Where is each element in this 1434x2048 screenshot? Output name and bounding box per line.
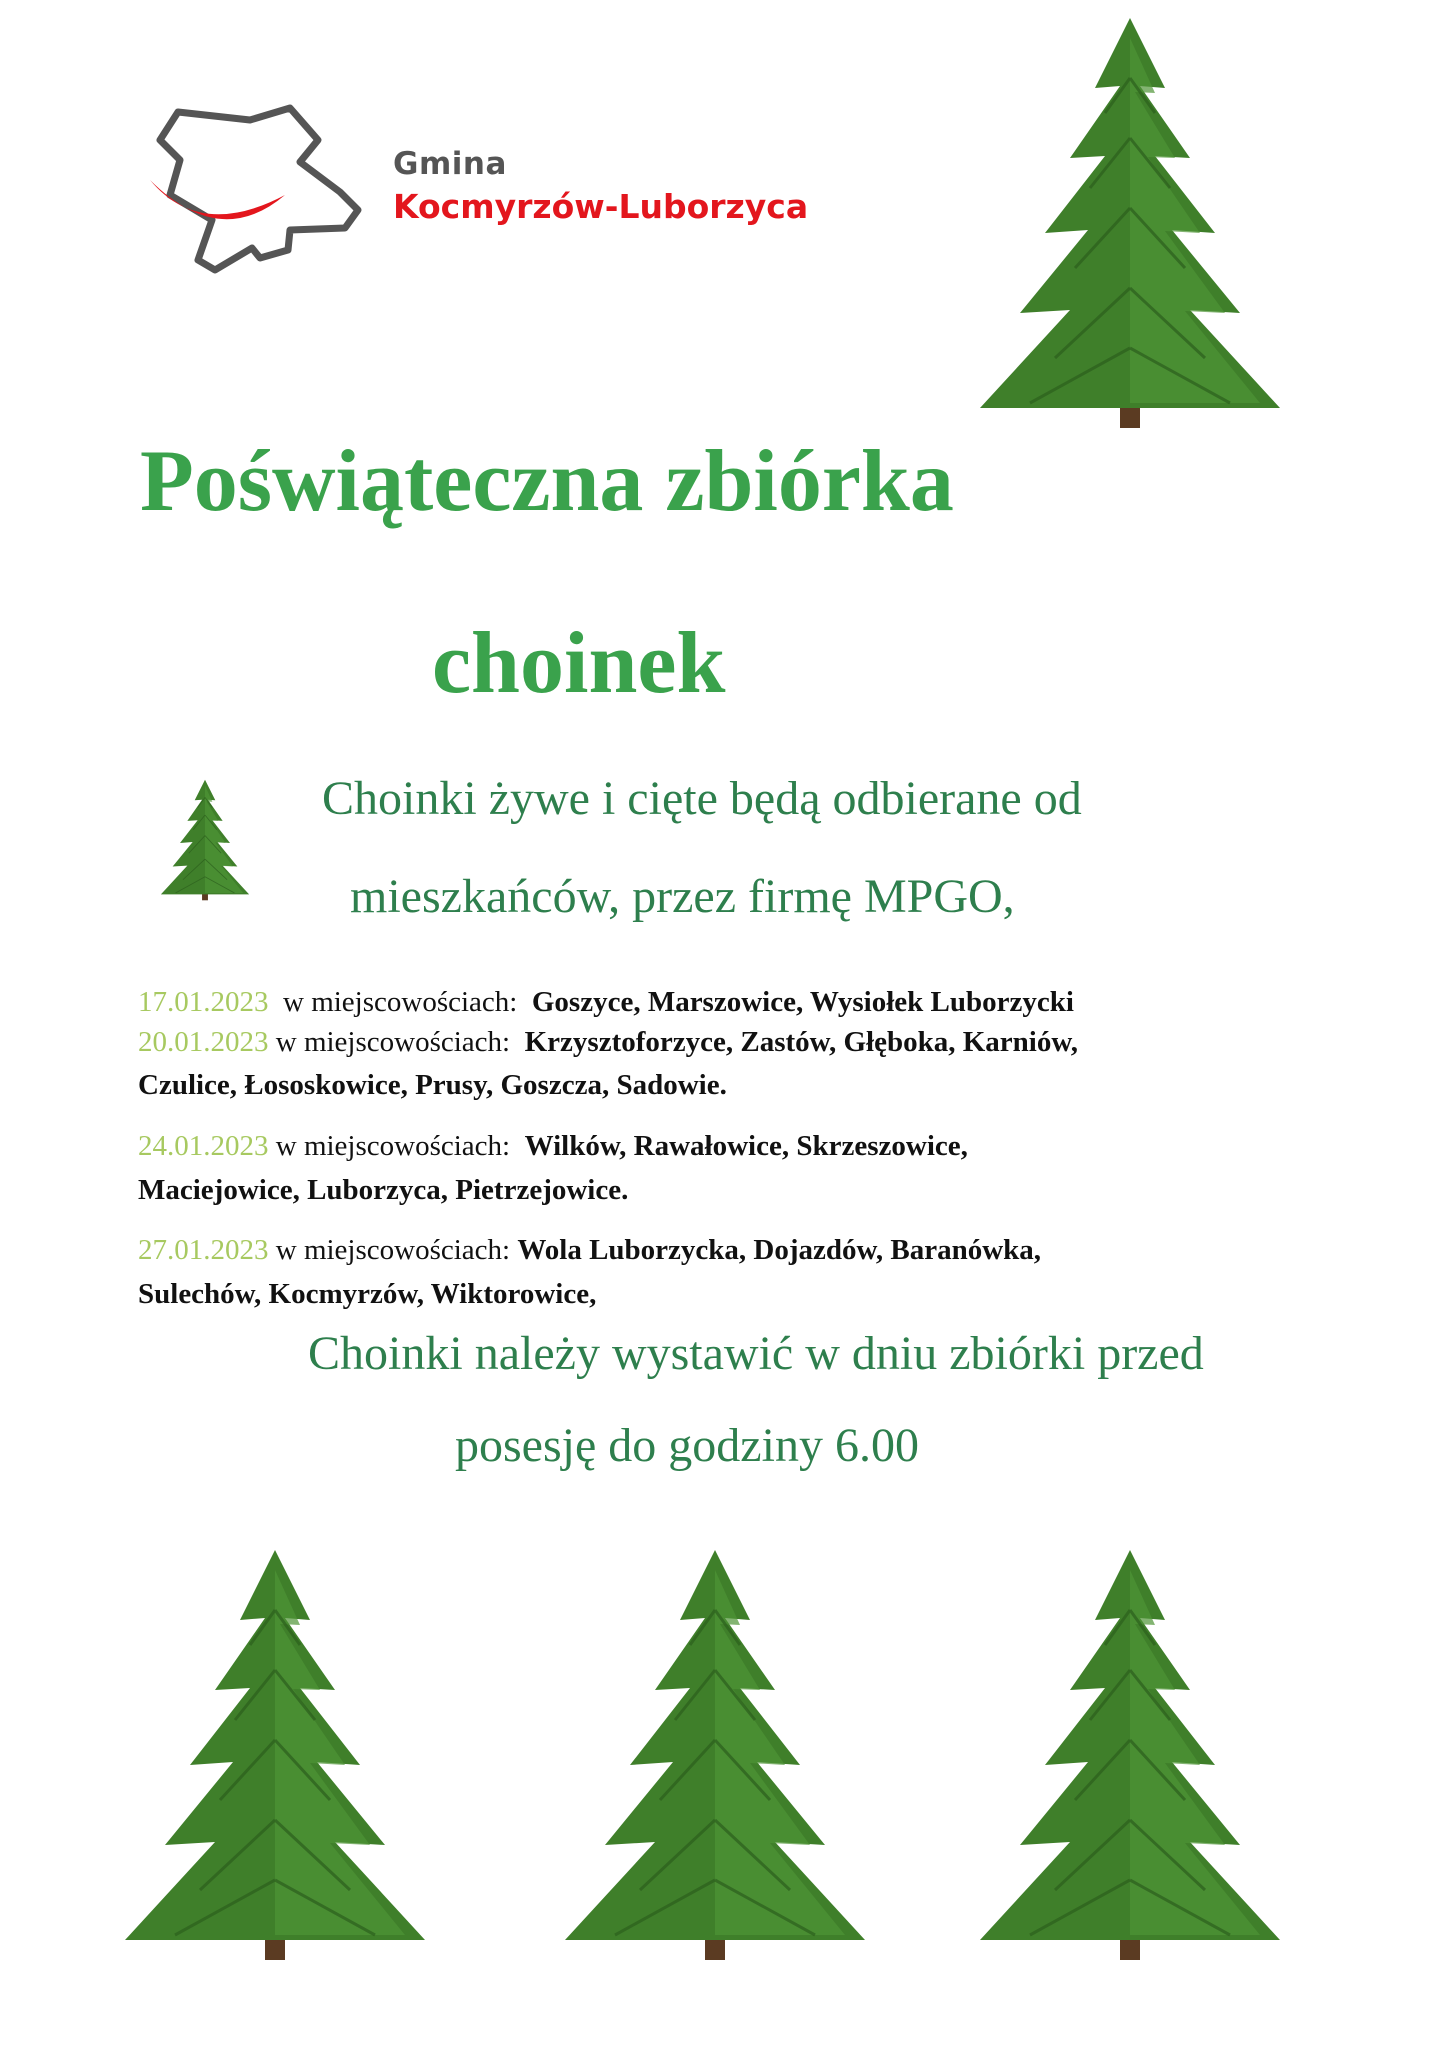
christmas-tree-icon — [960, 1550, 1300, 1960]
schedule-entry-2 — [138, 1028, 1078, 1057]
lead-text-line-2: mieszkańców, przez firmę MPGO, — [350, 870, 1015, 923]
schedule-date: 27.01.2023 — [138, 1234, 269, 1266]
schedule-entry-1 — [138, 988, 1074, 1017]
schedule-places: Czulice, Łososkowice, Prusy, Goszcza, Sadowie. — [138, 1069, 727, 1101]
schedule-entry-2-cont — [138, 1071, 727, 1100]
schedule-places: Wilków, Rawałowice, Skrzeszowice, — [524, 1130, 968, 1162]
logo-gmina-text: Gmina — [393, 146, 507, 182]
schedule-date: 20.01.2023 — [138, 1026, 269, 1058]
christmas-tree-icon — [960, 18, 1300, 428]
note-text-line-2: posesję do godziny 6.00 — [455, 1419, 919, 1472]
note-text-line-1: Choinki należy wystawić w dniu zbiórki przed — [308, 1327, 1204, 1380]
schedule-places: Goszyce, Marszowice, Wysiołek Luborzycki — [531, 986, 1074, 1018]
logo-municipality-name: Kocmyrzów-Luborzyca — [393, 187, 809, 226]
schedule-places: Krzysztoforzyce, Zastów, Głęboka, Karniów, — [524, 1026, 1078, 1058]
schedule-date: 17.01.2023 — [138, 986, 269, 1018]
schedule-entry-3 — [138, 1132, 968, 1161]
municipality-map-logo-icon — [140, 100, 380, 290]
schedule-date: 24.01.2023 — [138, 1130, 269, 1162]
schedule-label: w miejscowościach: — [275, 1026, 511, 1058]
schedule-places: Maciejowice, Luborzyca, Pietrzejowice. — [138, 1174, 629, 1206]
christmas-tree-icon — [155, 775, 255, 905]
schedule-entry-4 — [138, 1236, 1041, 1265]
schedule-entry-4-cont — [138, 1280, 596, 1309]
schedule-places: Sulechów, Kocmyrzów, Wiktorowice, — [138, 1278, 597, 1310]
schedule-label: w miejscowościach: — [283, 986, 518, 1018]
municipality-logo — [140, 100, 900, 290]
schedule-entry-3-cont — [138, 1176, 628, 1205]
schedule-places: Wola Luborzycka, Dojazdów, Baranówka, — [517, 1234, 1042, 1266]
christmas-tree-icon — [105, 1550, 445, 1960]
christmas-tree-icon — [545, 1550, 885, 1960]
schedule-label: w miejscowościach: — [275, 1130, 511, 1162]
schedule-label: w miejscowościach: — [275, 1234, 511, 1266]
page-title-line-2: choinek — [432, 615, 726, 712]
page-title-line-1: Poświąteczna zbiórka — [140, 433, 954, 530]
lead-text-line-1: Choinki żywe i cięte będą odbierane od — [322, 772, 1082, 825]
